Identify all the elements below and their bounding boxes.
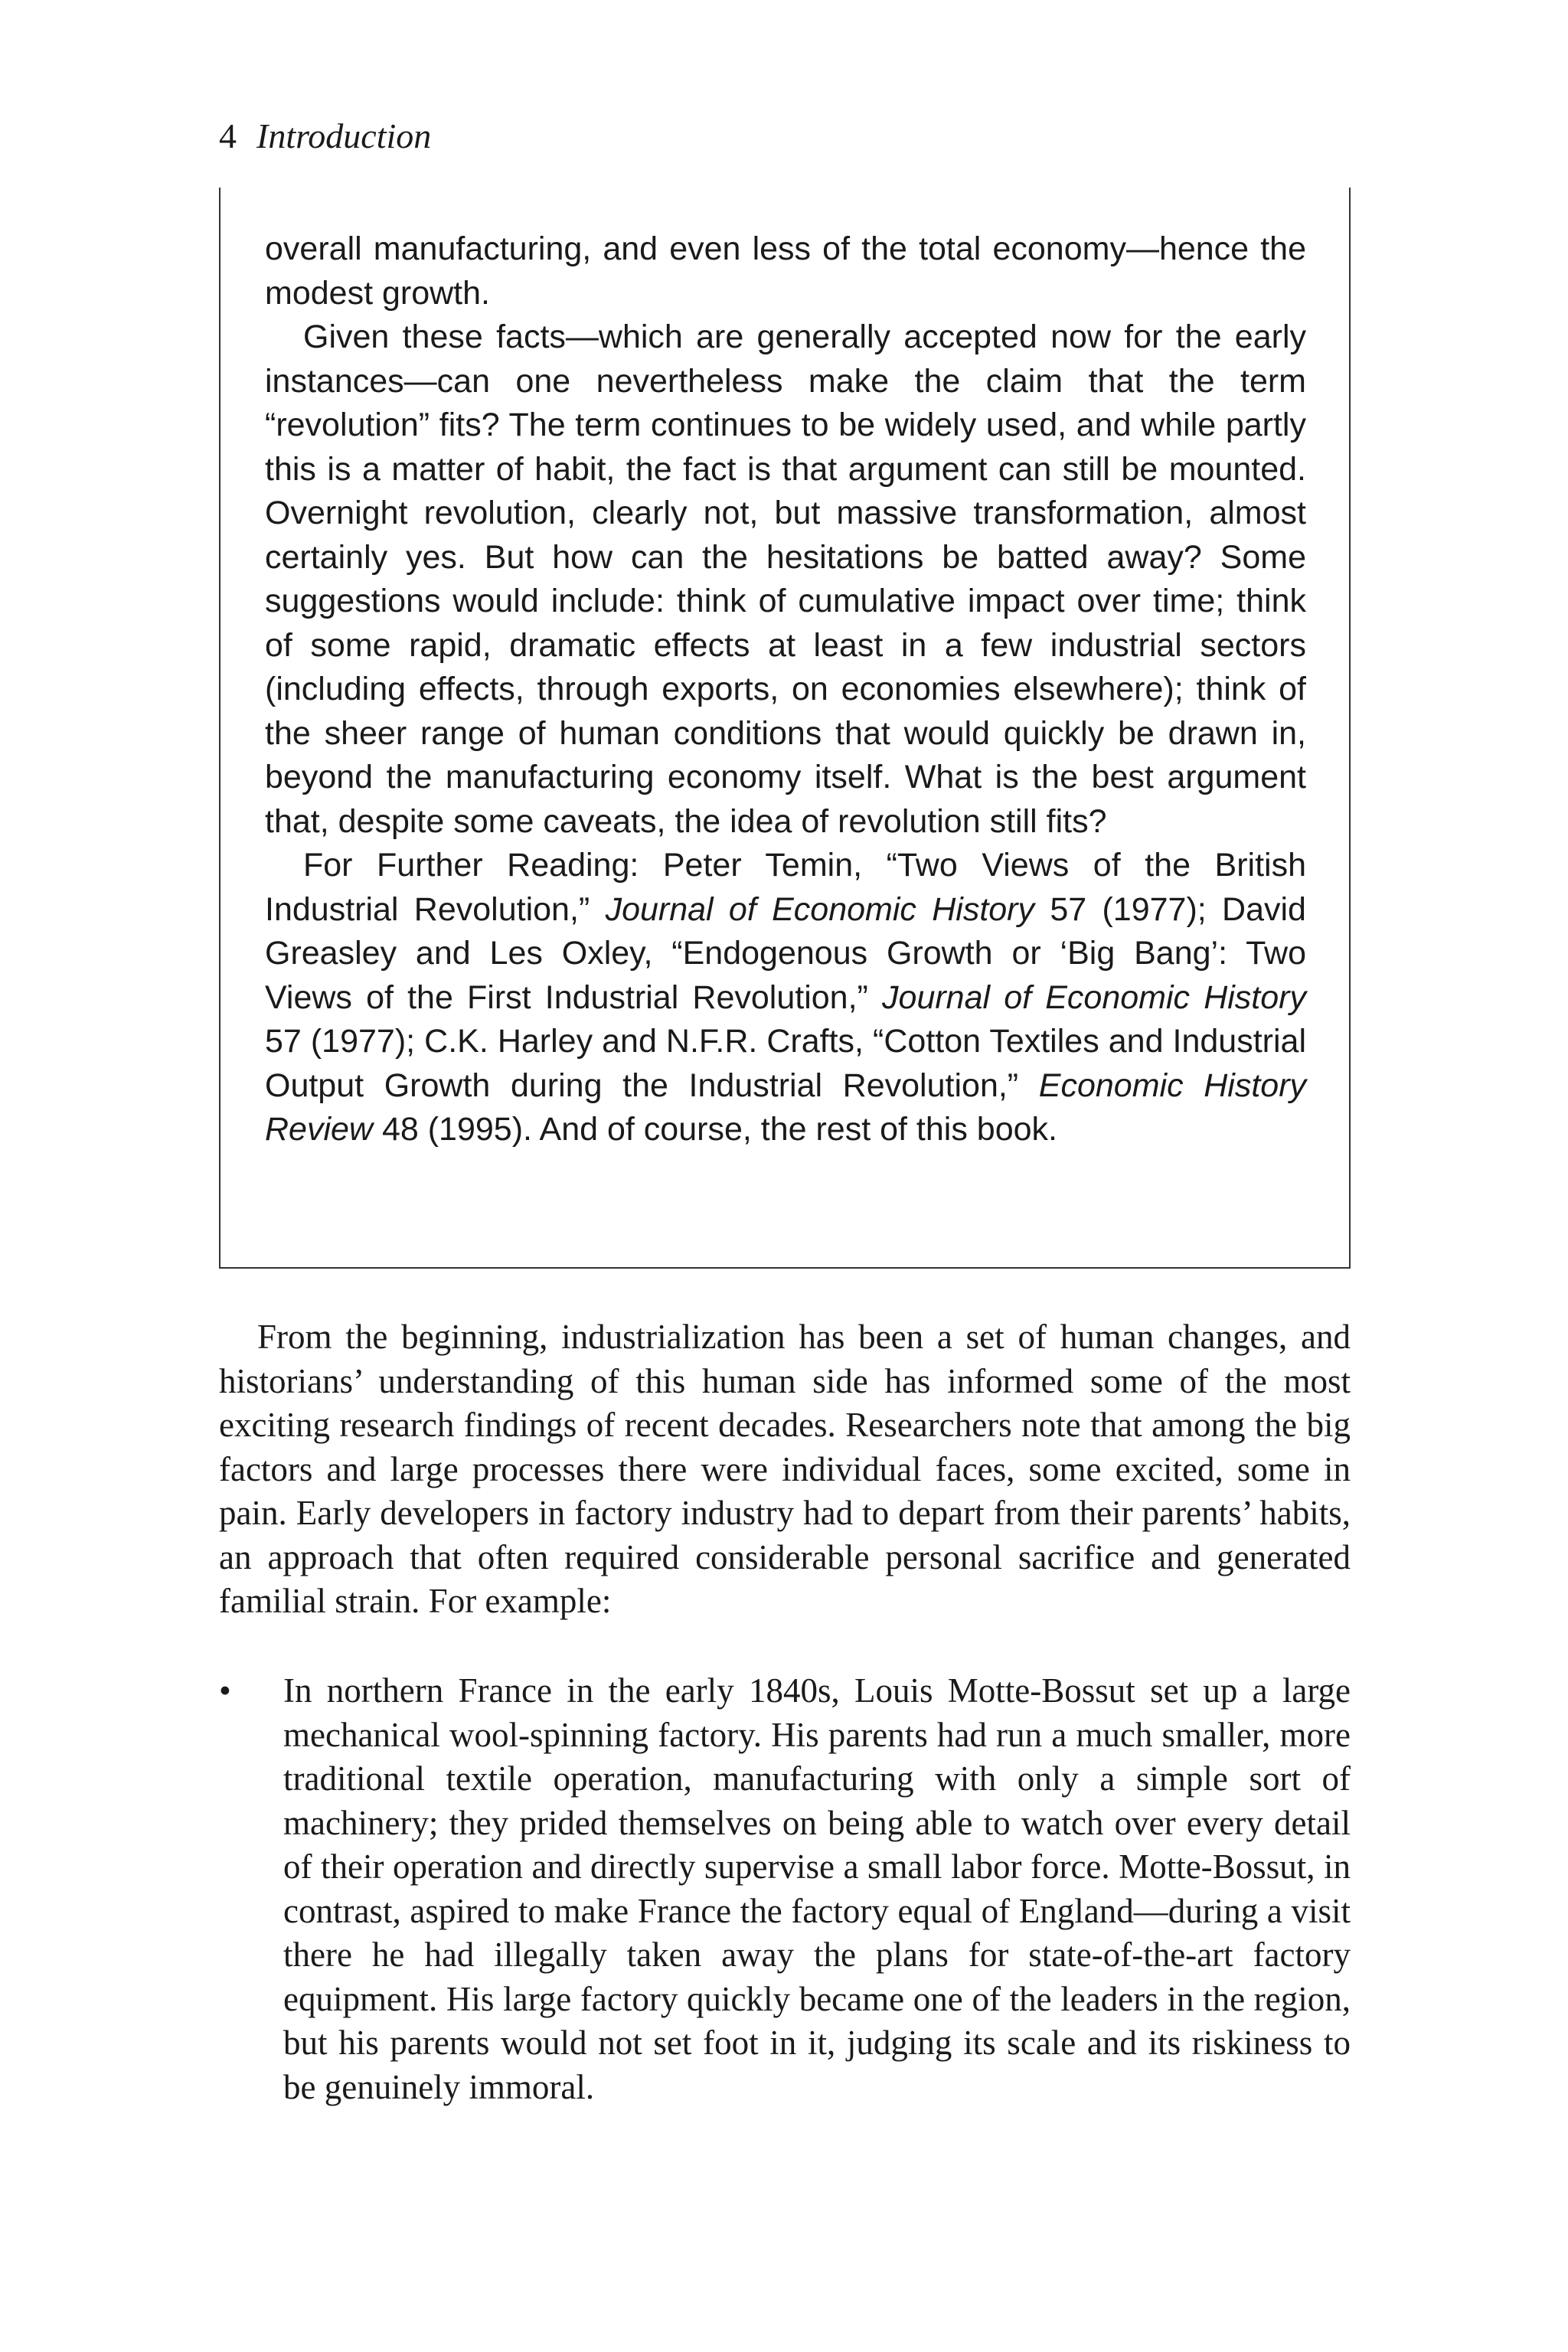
further-reading	[265, 844, 1306, 1152]
page-number: 4	[219, 116, 237, 155]
journal-title-2: Journal of Economic History	[882, 978, 1306, 1016]
main-text	[219, 1315, 1351, 1624]
further-reading-text-2: 57 (1977); David Greasley and Les Oxley, “Endogenous Growth or ‘Big Bang’: Two Views of the First Industrial Revolution,”	[265, 890, 1306, 1016]
list-item-text: In northern France in the early 1840s, Louis Motte-Bossut set up a large mechanical wool-spinning factory. His parents had run a much smaller, more traditional textile operation, manufacturing with only a simple sort of machinery; they prided themselves on being able to watch over every detail of their operation and directly supervise a small labor force. Motte-Bossut, in contrast, aspired to make France the factory equal of England—during a visit there he had illegally taken away the plans for state-of-the-art factory equipment. His large factory quickly became one of the leaders in the region, but his parents would not set foot in it, judging its scale and its riskiness to be genuinely immoral.	[283, 1671, 1351, 2106]
bullet-icon: •	[219, 1671, 231, 1710]
journal-title-3: Economic History Review	[265, 1067, 1307, 1148]
bullet-list	[219, 1669, 1351, 2109]
running-title: Introduction	[256, 116, 432, 155]
body-paragraph-1: From the beginning, industrialization has been a set of human changes, and historians’ understanding of this human side has informed some of the most exciting research findings of recent decades. Researchers note that among the big factors and large processes there were individual faces, some excited, some in pain. Early developers in factory industry had to depart from their parents’ habits, an approach that often required considerable personal sacrifice and generated familial strain. For example:	[219, 1318, 1351, 1620]
running-header	[219, 115, 431, 158]
further-reading-text-1: For Further Reading: Peter Temin, “Two Views of the British Industrial Revolution,”	[265, 847, 1306, 928]
journal-title-1: Journal of Economic History	[605, 890, 1034, 928]
box-paragraph-1: overall manufacturing, and even less of the total economy—hence the modest growth.	[265, 230, 1306, 312]
further-reading-text-3: 57 (1977); C.K. Harley and N.F.R. Crafts, “Cotton Textiles and Industrial Output Growth during the Industrial Revolution,”	[265, 1023, 1306, 1104]
box-paragraph-2: Given these facts—which are generally accepted now for the early instances—can one nevertheless make the claim that the term “revolution” fits? The term continues to be widely used, and while partly this is a matter of habit, the fact is that argument can still be mounted. Overnight revolution, clearly not, but massive transformation, almost certainly yes. But how can the hesitations be batted away? Some suggestions would include: think of cumulative impact over time; think of some rapid, dramatic effects at least in a few industrial sectors (including effects, through exports, on economies elsewhere); think of the sheer range of human conditions that would quickly be drawn in, beyond the manufacturing economy itself. What is the best argument that, despite some caveats, the idea of revolution still fits?	[265, 318, 1306, 840]
sidebar-box-text	[265, 227, 1306, 1152]
sidebar-box	[219, 188, 1351, 1269]
further-reading-text-4: 48 (1995). And of course, the rest of this book.	[373, 1111, 1057, 1148]
list-item	[219, 1669, 1351, 2109]
